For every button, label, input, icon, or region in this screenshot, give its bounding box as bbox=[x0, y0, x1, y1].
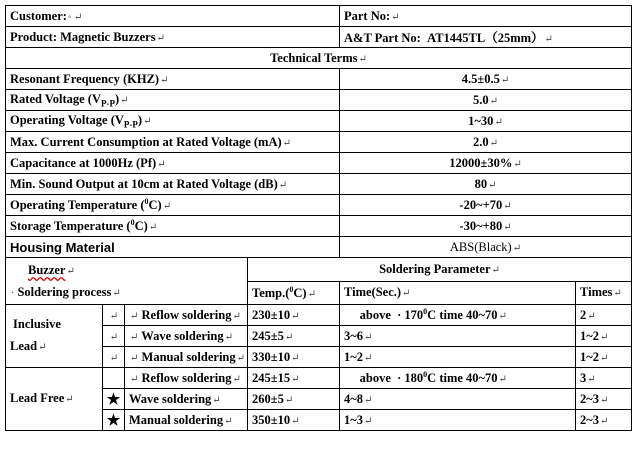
at-part-no-cell[interactable]: A&T Part No: AT1445TL（25mm）↵ bbox=[340, 27, 632, 48]
process-times[interactable]: 2~3↵ bbox=[576, 389, 632, 410]
star-icon: ★ bbox=[103, 410, 125, 431]
process-name[interactable]: ↵ Reflow soldering↵ bbox=[125, 368, 248, 389]
buzzer-process-header: Buzzer↵ · Soldering process↵ bbox=[6, 258, 248, 305]
process-mark bbox=[103, 368, 125, 389]
process-times[interactable]: 3↵ bbox=[576, 368, 632, 389]
tech-row bbox=[6, 195, 632, 216]
process-temp[interactable]: 330±10↵ bbox=[248, 347, 340, 368]
tech-row bbox=[6, 90, 632, 111]
process-name[interactable]: Manual soldering↵ bbox=[125, 410, 248, 431]
part-no-cell[interactable]: Part No:↵ bbox=[340, 6, 632, 27]
tech-row bbox=[6, 111, 632, 132]
at-part-no-label: A&T Part No: bbox=[344, 31, 421, 45]
col-times-header: Times↵ bbox=[576, 281, 632, 305]
tech-label[interactable]: Housing Material bbox=[6, 237, 340, 258]
process-time[interactable]: 3~6↵ bbox=[340, 326, 576, 347]
tech-row bbox=[6, 216, 632, 237]
tech-label[interactable]: Operating Temperature ($^0$C)↵ bbox=[6, 195, 340, 216]
tech-label[interactable]: Storage Temperature ($^0$C)↵ bbox=[6, 216, 340, 237]
process-times[interactable]: 1~2↵ bbox=[576, 347, 632, 368]
process-time[interactable]: above · $180^0C$ time 40~70↵ bbox=[340, 368, 576, 389]
tech-label[interactable]: Capacitance at 1000Hz (Pf)↵ bbox=[6, 153, 340, 174]
star-icon: ★ bbox=[103, 389, 125, 410]
tech-value[interactable]: 1~30↵ bbox=[340, 111, 632, 132]
process-times[interactable]: 2↵ bbox=[576, 305, 632, 326]
col-time-header: Time(Sec.)↵ bbox=[340, 281, 576, 305]
at-part-no-value: AT1445TL（25mm） bbox=[427, 31, 544, 45]
tech-row bbox=[6, 237, 632, 258]
tech-value[interactable]: -30~+80↵ bbox=[340, 216, 632, 237]
process-times[interactable]: 1~2↵ bbox=[576, 326, 632, 347]
process-name[interactable]: ↵ Manual soldering↵ bbox=[125, 347, 248, 368]
technical-title-row bbox=[6, 48, 632, 69]
process-temp[interactable]: 245±15↵ bbox=[248, 368, 340, 389]
tech-row bbox=[6, 69, 632, 90]
process-time[interactable]: 4~8↵ bbox=[340, 389, 576, 410]
process-time[interactable]: 1~2↵ bbox=[340, 347, 576, 368]
process-temp[interactable]: 350±10↵ bbox=[248, 410, 340, 431]
process-mark: ↵ bbox=[103, 326, 125, 347]
process-name[interactable]: Wave soldering↵ bbox=[125, 389, 248, 410]
soldering-header-row bbox=[6, 258, 632, 282]
process-times[interactable]: 2~3↵ bbox=[576, 410, 632, 431]
tech-value[interactable]: 12000±30%↵ bbox=[340, 153, 632, 174]
product-label: Product: Magnetic Buzzers bbox=[10, 29, 156, 44]
tech-value[interactable]: 2.0↵ bbox=[340, 132, 632, 153]
product-cell[interactable]: Product: Magnetic Buzzers↵ bbox=[6, 27, 340, 48]
technical-title: Technical Terms↵ bbox=[6, 48, 632, 69]
spec-sheet-table bbox=[5, 5, 632, 431]
process-time[interactable]: above · $170^0C$ time 40~70↵ bbox=[340, 305, 576, 326]
process-name[interactable]: ↵ Reflow soldering↵ bbox=[125, 305, 248, 326]
customer-cell[interactable]: Customer:◦ ↵ bbox=[6, 6, 340, 27]
tech-label[interactable]: Min. Sound Output at 10cm at Rated Voltage (dB)↵ bbox=[6, 174, 340, 195]
process-name[interactable]: ↵ Wave soldering↵ bbox=[125, 326, 248, 347]
tech-label[interactable]: Rated Voltage $(V_{P-P})↵$ bbox=[6, 90, 340, 111]
tech-value[interactable]: 4.5±0.5↵ bbox=[340, 69, 632, 90]
tech-value[interactable]: 5.0↵ bbox=[340, 90, 632, 111]
process-mark: ↵ bbox=[103, 347, 125, 368]
soldering-parameter-title: Soldering Parameter↵ bbox=[248, 258, 632, 282]
part-no-label: Part No: bbox=[344, 8, 391, 23]
tech-label[interactable]: Max. Current Consumption at Rated Voltage (mA)↵ bbox=[6, 132, 340, 153]
customer-label: Customer: bbox=[10, 8, 67, 23]
tech-value[interactable]: ABS(Black)↵ bbox=[340, 237, 632, 258]
process-temp[interactable]: 230±10↵ bbox=[248, 305, 340, 326]
tech-value[interactable]: -20~+70↵ bbox=[340, 195, 632, 216]
tech-row bbox=[6, 132, 632, 153]
group-lead-free: Lead Free↵ bbox=[6, 368, 103, 431]
tech-label[interactable]: Operating Voltage $(V_{P-P})↵$ bbox=[6, 111, 340, 132]
tech-value[interactable]: 80↵ bbox=[340, 174, 632, 195]
tech-label[interactable]: Resonant Frequency (KHZ)↵ bbox=[6, 69, 340, 90]
product-row bbox=[6, 27, 632, 48]
solder-row bbox=[6, 305, 632, 326]
process-temp[interactable]: 245±5↵ bbox=[248, 326, 340, 347]
group-inclusive-lead: Inclusive Lead↵ bbox=[6, 305, 103, 368]
tech-row bbox=[6, 174, 632, 195]
customer-row bbox=[6, 6, 632, 27]
tech-row bbox=[6, 153, 632, 174]
process-temp[interactable]: 260±5↵ bbox=[248, 389, 340, 410]
col-temp-header: Temp.($^0$C)↵ bbox=[248, 281, 340, 305]
process-time[interactable]: 1~3↵ bbox=[340, 410, 576, 431]
process-mark: ↵ bbox=[103, 305, 125, 326]
solder-row bbox=[6, 368, 632, 389]
